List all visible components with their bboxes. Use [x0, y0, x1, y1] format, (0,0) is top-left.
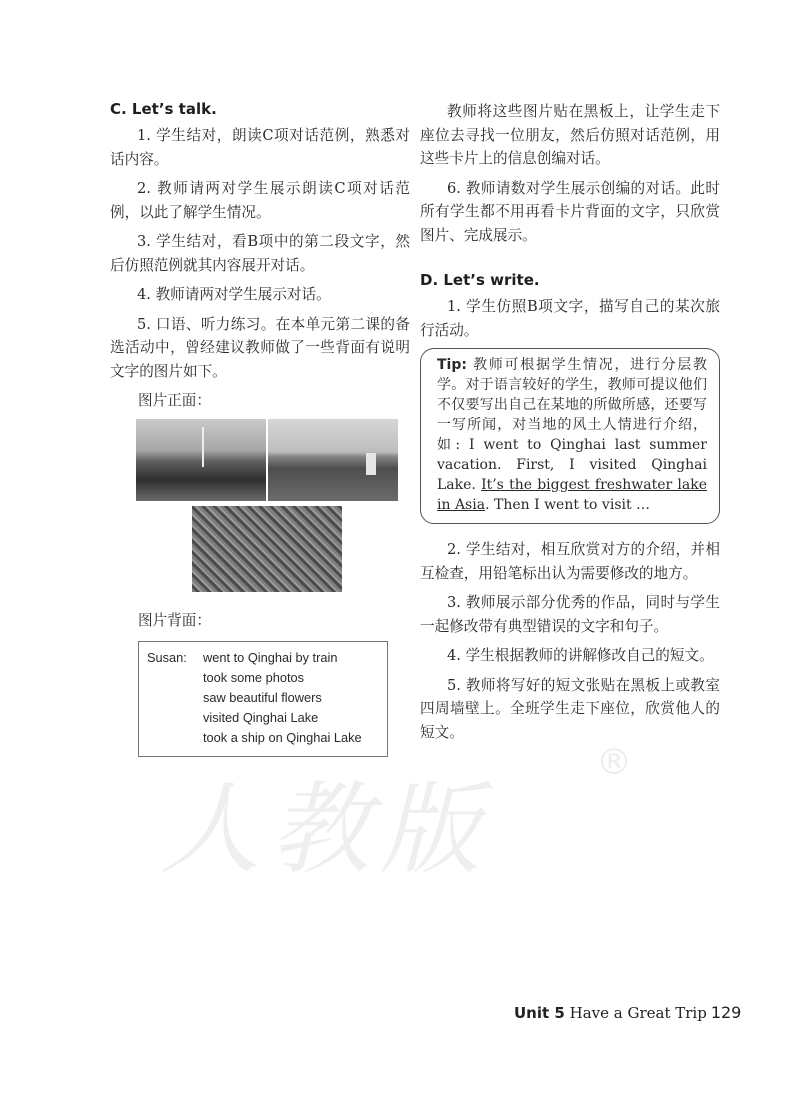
info-card	[138, 641, 388, 757]
photo-group	[110, 419, 410, 599]
card-item: visited Qinghai Lake	[203, 710, 319, 725]
section-d-heading: D. Let’s write.	[420, 271, 540, 289]
card-items	[203, 648, 362, 748]
card-item: went to Qinghai by train	[203, 650, 338, 665]
footer-unit-title: Have a Great Trip	[564, 1004, 707, 1022]
tip-text: 教师可根据学生情况，进行分层教学。对于语言较好的学生，教师可提议他们不仅要写出自己在某地的所做所感，还要写一写所闻，对当地的风土人情进行介绍，如: I went to Qinghai last summer vacation. First, I visited Qinghai Lake.	[437, 357, 707, 493]
page-footer	[514, 1003, 741, 1022]
d-item-5: 5. 教师将写好的短文张贴在黑板上或教室四周墙壁上。全班学生走下座位，欣赏他人的短文。	[420, 676, 720, 741]
flower-field-photo	[192, 506, 342, 592]
footer-unit: Unit 5	[514, 1004, 565, 1022]
lake-shore-photo	[136, 419, 266, 501]
publisher-watermark: 人教版	[160, 771, 490, 888]
card-item: took a ship on Qinghai Lake	[203, 730, 362, 745]
d-item-2: 2. 学生结对，相互欣赏对方的介绍，并相互检查，用铅笔标出认为需要修改的地方。	[420, 541, 720, 582]
section-c-heading: C. Let’s talk.	[110, 100, 217, 118]
c-item-6: 6. 教师请数对学生展示创编的对话。此时所有学生都不用再看卡片背面的文字，只欣赏图片、完成展示。	[420, 179, 720, 244]
c-item-4: 4. 教师请两对学生展示对话。	[137, 286, 331, 303]
card-name: Susan:	[147, 650, 187, 665]
lake-view-photo	[268, 419, 398, 501]
front-label: 图片正面：	[138, 392, 211, 409]
tip-box	[420, 348, 720, 524]
c-item-3: 3. 学生结对，看B项中的第二段文字，然后仿照范例就其内容展开对话。	[110, 233, 410, 274]
card-row	[147, 648, 379, 748]
c-item-5: 5. 口语、听力练习。在本单元第二课的备选活动中，曾经建议教师做了一些背面有说明文字的图片如下。	[110, 315, 410, 380]
tip-text-end: . Then I went to visit …	[485, 497, 651, 513]
d-item-3: 3. 教师展示部分优秀的作品，同时与学生一起修改带有典型错误的文字和句子。	[420, 594, 720, 635]
registered-mark: ®	[596, 742, 632, 783]
tip-label: Tip:	[437, 357, 467, 373]
c-item-2: 2. 教师请两对学生展示朗读C项对话范例，以此了解学生情况。	[110, 180, 410, 221]
right-column	[420, 100, 720, 750]
d-item-4: 4. 学生根据教师的讲解修改自己的短文。	[447, 647, 714, 664]
page-number: 129	[710, 1003, 742, 1022]
c-item-1: 1. 学生结对，朗读C项对话范例，熟悉对话内容。	[110, 127, 410, 168]
c-item-5-continued: 教师将这些图片贴在黑板上，让学生走下座位去寻找一位朋友，然后仿照对话范例，用这些卡片上的信息创编对话。	[420, 103, 720, 167]
back-label: 图片背面：	[138, 612, 211, 629]
d-item-1: 1. 学生仿照B项文字，描写自己的某次旅行活动。	[420, 298, 720, 339]
tip-underlined-text: It’s the biggest freshwater lake in Asia	[437, 477, 707, 513]
card-item: took some photos	[203, 670, 305, 685]
left-column	[110, 100, 410, 757]
section-gap	[420, 253, 720, 271]
card-item: saw beautiful flowers	[203, 690, 322, 705]
